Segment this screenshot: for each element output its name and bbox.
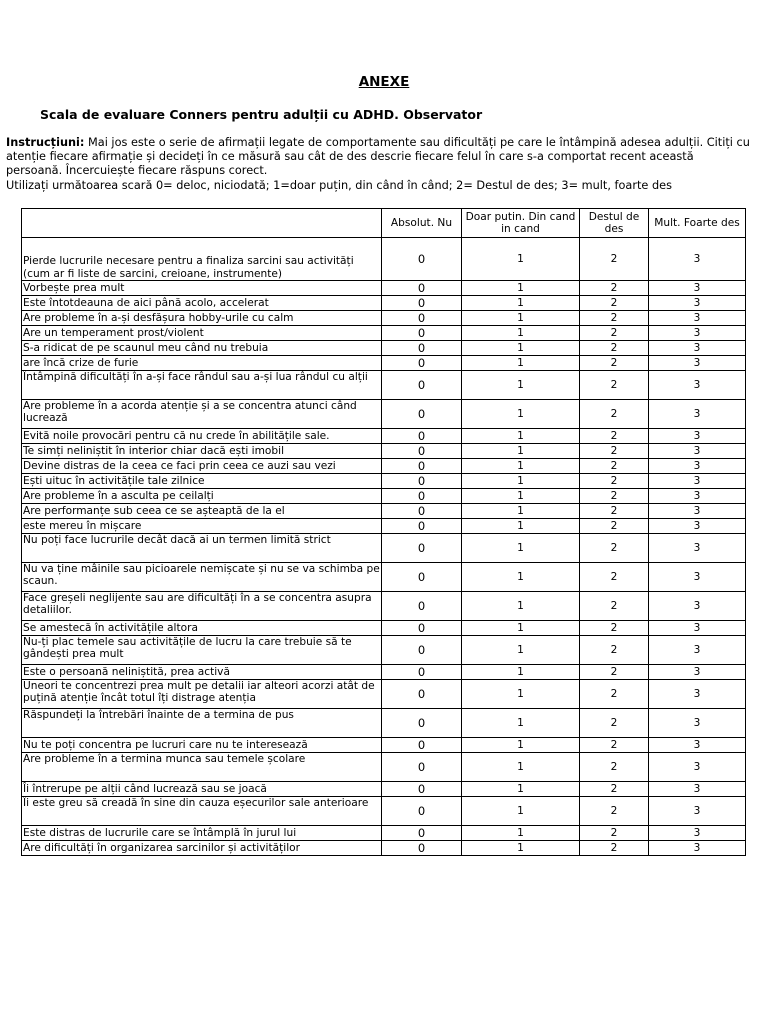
table-row	[22, 504, 746, 519]
score-option-3[interactable]: 3	[649, 841, 746, 856]
score-option-3[interactable]: 3	[649, 474, 746, 489]
statement-cell: Este o persoană neliniștită, prea activă	[22, 665, 382, 680]
score-option-2[interactable]: 2	[580, 534, 649, 563]
table-row	[22, 489, 746, 504]
instructions-text: Mai jos este o serie de afirmații legate de comportamente sau dificultăți pe care le întâmpină adesea adulții. Citiți cu atenție fiecare afirmație și decideți în ce măsură sau cât de des descrie fiecare felul în care s-a comportat recent această persoană. Încercuiește fiecare răspuns corect.	[6, 136, 750, 178]
score-option-3[interactable]: 3	[649, 563, 746, 592]
score-option-0[interactable]: 0	[382, 326, 462, 341]
header-absolut-nu: Absolut. Nu	[382, 209, 462, 238]
score-option-1[interactable]: 1	[462, 797, 580, 826]
scale-subtitle: Scala de evaluare Conners pentru adulții cu ADHD. Observator	[40, 107, 483, 122]
score-option-1[interactable]: 1	[462, 489, 580, 504]
score-option-2[interactable]: 2	[580, 489, 649, 504]
score-option-3[interactable]: 3	[649, 356, 746, 371]
table-row	[22, 341, 746, 356]
statement-cell: Se amestecă în activitățile altora	[22, 621, 382, 636]
score-option-1[interactable]: 1	[462, 504, 580, 519]
statement-cell: Nu va ține mâinile sau picioarele nemișcate și nu se va schimba pe scaun.	[22, 563, 382, 592]
table-row	[22, 519, 746, 534]
score-option-1[interactable]: 1	[462, 296, 580, 311]
score-option-1[interactable]: 1	[462, 429, 580, 444]
table-row	[22, 782, 746, 797]
statement-cell: are încă crize de furie	[22, 356, 382, 371]
table-row	[22, 753, 746, 782]
score-option-3[interactable]: 3	[649, 489, 746, 504]
statement-cell: Vorbește prea mult	[22, 281, 382, 296]
score-option-2[interactable]: 2	[580, 311, 649, 326]
score-option-3[interactable]: 3	[649, 636, 746, 665]
table-row	[22, 709, 746, 738]
score-option-0[interactable]: 0	[382, 311, 462, 326]
statement-cell: Ești uituc în activitățile tale zilnice	[22, 474, 382, 489]
score-option-2[interactable]: 2	[580, 459, 649, 474]
score-option-1[interactable]: 1	[462, 444, 580, 459]
score-option-2[interactable]: 2	[580, 281, 649, 296]
score-option-0[interactable]: 0	[382, 444, 462, 459]
score-option-1[interactable]: 1	[462, 621, 580, 636]
score-option-0[interactable]: 0	[382, 238, 462, 281]
score-option-0[interactable]: 0	[382, 636, 462, 665]
score-option-1[interactable]: 1	[462, 592, 580, 621]
table-row	[22, 797, 746, 826]
statement-cell: Devine distras de la ceea ce faci prin ceea ce auzi sau vezi	[22, 459, 382, 474]
score-option-3[interactable]: 3	[649, 826, 746, 841]
header-mult-foarte-des: Mult. Foarte des	[649, 209, 746, 238]
score-option-2[interactable]: 2	[580, 400, 649, 429]
score-option-0[interactable]: 0	[382, 841, 462, 856]
statement-cell: Pierde lucrurile necesare pentru a finaliza sarcini sau activități (cum ar fi liste de sarcini, creioane, instrumente)	[22, 238, 382, 281]
score-option-0[interactable]: 0	[382, 680, 462, 709]
score-option-3[interactable]: 3	[649, 429, 746, 444]
header-destul-de-des: Destul de des	[580, 209, 649, 238]
table-row	[22, 826, 746, 841]
score-option-2[interactable]: 2	[580, 356, 649, 371]
score-option-0[interactable]: 0	[382, 281, 462, 296]
table-row	[22, 311, 746, 326]
score-option-2[interactable]: 2	[580, 841, 649, 856]
score-option-3[interactable]: 3	[649, 709, 746, 738]
score-option-3[interactable]: 3	[649, 534, 746, 563]
score-option-3[interactable]: 3	[649, 680, 746, 709]
table-row	[22, 444, 746, 459]
table-row	[22, 621, 746, 636]
score-option-2[interactable]: 2	[580, 709, 649, 738]
score-option-1[interactable]: 1	[462, 680, 580, 709]
table-row	[22, 592, 746, 621]
score-option-3[interactable]: 3	[649, 341, 746, 356]
score-option-3[interactable]: 3	[649, 782, 746, 797]
score-option-0[interactable]: 0	[382, 341, 462, 356]
score-option-1[interactable]: 1	[462, 311, 580, 326]
score-option-2[interactable]: 2	[580, 326, 649, 341]
table-row	[22, 738, 746, 753]
score-option-1[interactable]: 1	[462, 474, 580, 489]
score-option-0[interactable]: 0	[382, 534, 462, 563]
statement-cell: Te simți neliniștit în interior chiar dacă ești imobil	[22, 444, 382, 459]
score-option-2[interactable]: 2	[580, 444, 649, 459]
score-option-3[interactable]: 3	[649, 621, 746, 636]
score-option-3[interactable]: 3	[649, 519, 746, 534]
score-option-0[interactable]: 0	[382, 474, 462, 489]
table-row	[22, 534, 746, 563]
table-row	[22, 371, 746, 400]
table-row	[22, 356, 746, 371]
score-option-2[interactable]: 2	[580, 504, 649, 519]
score-option-0[interactable]: 0	[382, 519, 462, 534]
statement-cell: este mereu în mișcare	[22, 519, 382, 534]
score-option-0[interactable]: 0	[382, 563, 462, 592]
table-row	[22, 326, 746, 341]
score-option-3[interactable]: 3	[649, 238, 746, 281]
score-option-2[interactable]: 2	[580, 563, 649, 592]
score-option-0[interactable]: 0	[382, 665, 462, 680]
table-row	[22, 238, 746, 281]
score-option-3[interactable]: 3	[649, 326, 746, 341]
instructions-block	[6, 136, 751, 193]
score-option-1[interactable]: 1	[462, 400, 580, 429]
page-title: ANEXE	[358, 74, 410, 90]
score-option-1[interactable]: 1	[462, 341, 580, 356]
score-option-0[interactable]: 0	[382, 356, 462, 371]
table-row	[22, 841, 746, 856]
table-header-row	[22, 209, 746, 238]
score-option-2[interactable]: 2	[580, 238, 649, 281]
score-option-2[interactable]: 2	[580, 429, 649, 444]
score-option-0[interactable]: 0	[382, 429, 462, 444]
statement-cell: Are performanțe sub ceea ce se așteaptă de la el	[22, 504, 382, 519]
score-option-0[interactable]: 0	[382, 400, 462, 429]
score-option-0[interactable]: 0	[382, 371, 462, 400]
score-option-0[interactable]: 0	[382, 489, 462, 504]
statement-cell: Răspundeți la întrebări înainte de a termina de pus	[22, 709, 382, 738]
scale-legend: Utilizați următoarea scară 0= deloc, niciodată; 1=doar puțin, din când în când; 2= Destul de des; 3= mult, foarte des	[6, 178, 672, 192]
score-option-3[interactable]: 3	[649, 444, 746, 459]
score-option-2[interactable]: 2	[580, 680, 649, 709]
table-row	[22, 636, 746, 665]
score-option-1[interactable]: 1	[462, 738, 580, 753]
score-option-0[interactable]: 0	[382, 797, 462, 826]
score-option-2[interactable]: 2	[580, 474, 649, 489]
score-option-2[interactable]: 2	[580, 636, 649, 665]
statement-cell: Face greșeli neglijente sau are dificultăți în a se concentra asupra detaliilor.	[22, 592, 382, 621]
score-option-1[interactable]: 1	[462, 534, 580, 563]
table-row	[22, 281, 746, 296]
statement-cell: Uneori te concentrezi prea mult pe detalii iar alteori acorzi atât de puțină atenție încât totul îți distrage atenția	[22, 680, 382, 709]
score-option-0[interactable]: 0	[382, 459, 462, 474]
score-option-3[interactable]: 3	[649, 797, 746, 826]
score-option-3[interactable]: 3	[649, 665, 746, 680]
score-option-1[interactable]: 1	[462, 371, 580, 400]
statement-cell: Are probleme în a-și desfășura hobby-urile cu calm	[22, 311, 382, 326]
score-option-2[interactable]: 2	[580, 341, 649, 356]
score-option-3[interactable]: 3	[649, 738, 746, 753]
score-option-3[interactable]: 3	[649, 753, 746, 782]
score-option-3[interactable]: 3	[649, 296, 746, 311]
score-option-2[interactable]: 2	[580, 753, 649, 782]
score-option-1[interactable]: 1	[462, 281, 580, 296]
score-option-1[interactable]: 1	[462, 563, 580, 592]
score-option-1[interactable]: 1	[462, 841, 580, 856]
score-option-2[interactable]: 2	[580, 782, 649, 797]
score-option-0[interactable]: 0	[382, 782, 462, 797]
statement-cell: Nu te poți concentra pe lucruri care nu te interesează	[22, 738, 382, 753]
table-row	[22, 400, 746, 429]
score-option-2[interactable]: 2	[580, 797, 649, 826]
score-option-0[interactable]: 0	[382, 753, 462, 782]
score-option-2[interactable]: 2	[580, 371, 649, 400]
statement-cell: Întâmpină dificultăți în a-și face rândul sau a-și lua rândul cu alții	[22, 371, 382, 400]
statement-cell: Are dificultăți în organizarea sarcinilor și activităților	[22, 841, 382, 856]
score-option-2[interactable]: 2	[580, 738, 649, 753]
statement-cell: Este întotdeauna de aici până acolo, accelerat	[22, 296, 382, 311]
table-row	[22, 296, 746, 311]
score-option-1[interactable]: 1	[462, 826, 580, 841]
table-row	[22, 459, 746, 474]
score-option-1[interactable]: 1	[462, 636, 580, 665]
score-option-3[interactable]: 3	[649, 281, 746, 296]
rating-table	[21, 208, 746, 856]
score-option-1[interactable]: 1	[462, 709, 580, 738]
header-doar-putin: Doar putin. Din cand in cand	[462, 209, 580, 238]
score-option-3[interactable]: 3	[649, 400, 746, 429]
score-option-1[interactable]: 1	[462, 356, 580, 371]
score-option-2[interactable]: 2	[580, 296, 649, 311]
header-statement	[22, 209, 382, 238]
statement-cell: Are probleme în a acorda atenție și a se concentra atunci când lucrează	[22, 400, 382, 429]
statement-cell: Nu poți face lucrurile decât dacă ai un termen limită strict	[22, 534, 382, 563]
table-row	[22, 474, 746, 489]
table-row	[22, 429, 746, 444]
score-option-3[interactable]: 3	[649, 592, 746, 621]
table-row	[22, 680, 746, 709]
instructions-lead: Instrucțiuni:	[6, 136, 85, 149]
statement-cell: Are probleme în a termina munca sau temele școlare	[22, 753, 382, 782]
score-option-3[interactable]: 3	[649, 459, 746, 474]
score-option-0[interactable]: 0	[382, 709, 462, 738]
score-option-3[interactable]: 3	[649, 371, 746, 400]
statement-cell: S-a ridicat de pe scaunul meu când nu trebuia	[22, 341, 382, 356]
score-option-2[interactable]: 2	[580, 826, 649, 841]
score-option-2[interactable]: 2	[580, 665, 649, 680]
score-option-0[interactable]: 0	[382, 621, 462, 636]
statement-cell: Îi întrerupe pe alții când lucrează sau se joacă	[22, 782, 382, 797]
statement-cell: Nu-ți plac temele sau activitățile de lucru la care trebuie să te gândești prea mult	[22, 636, 382, 665]
statement-cell: Are un temperament prost/violent	[22, 326, 382, 341]
score-option-1[interactable]: 1	[462, 753, 580, 782]
score-option-1[interactable]: 1	[462, 519, 580, 534]
score-option-1[interactable]: 1	[462, 782, 580, 797]
score-option-2[interactable]: 2	[580, 592, 649, 621]
score-option-0[interactable]: 0	[382, 296, 462, 311]
score-option-1[interactable]: 1	[462, 326, 580, 341]
score-option-3[interactable]: 3	[649, 504, 746, 519]
statement-cell: Evită noile provocări pentru că nu crede în abilitățile sale.	[22, 429, 382, 444]
score-option-1[interactable]: 1	[462, 665, 580, 680]
score-option-0[interactable]: 0	[382, 738, 462, 753]
score-option-0[interactable]: 0	[382, 504, 462, 519]
statement-cell: Îi este greu să creadă în sine din cauza eșecurilor sale anterioare	[22, 797, 382, 826]
table-row	[22, 665, 746, 680]
score-option-2[interactable]: 2	[580, 621, 649, 636]
score-option-2[interactable]: 2	[580, 519, 649, 534]
score-option-0[interactable]: 0	[382, 826, 462, 841]
table-row	[22, 563, 746, 592]
statement-cell: Are probleme în a asculta pe ceilalți	[22, 489, 382, 504]
score-option-1[interactable]: 1	[462, 459, 580, 474]
score-option-1[interactable]: 1	[462, 238, 580, 281]
score-option-3[interactable]: 3	[649, 311, 746, 326]
score-option-0[interactable]: 0	[382, 592, 462, 621]
statement-cell: Este distras de lucrurile care se întâmplă în jurul lui	[22, 826, 382, 841]
